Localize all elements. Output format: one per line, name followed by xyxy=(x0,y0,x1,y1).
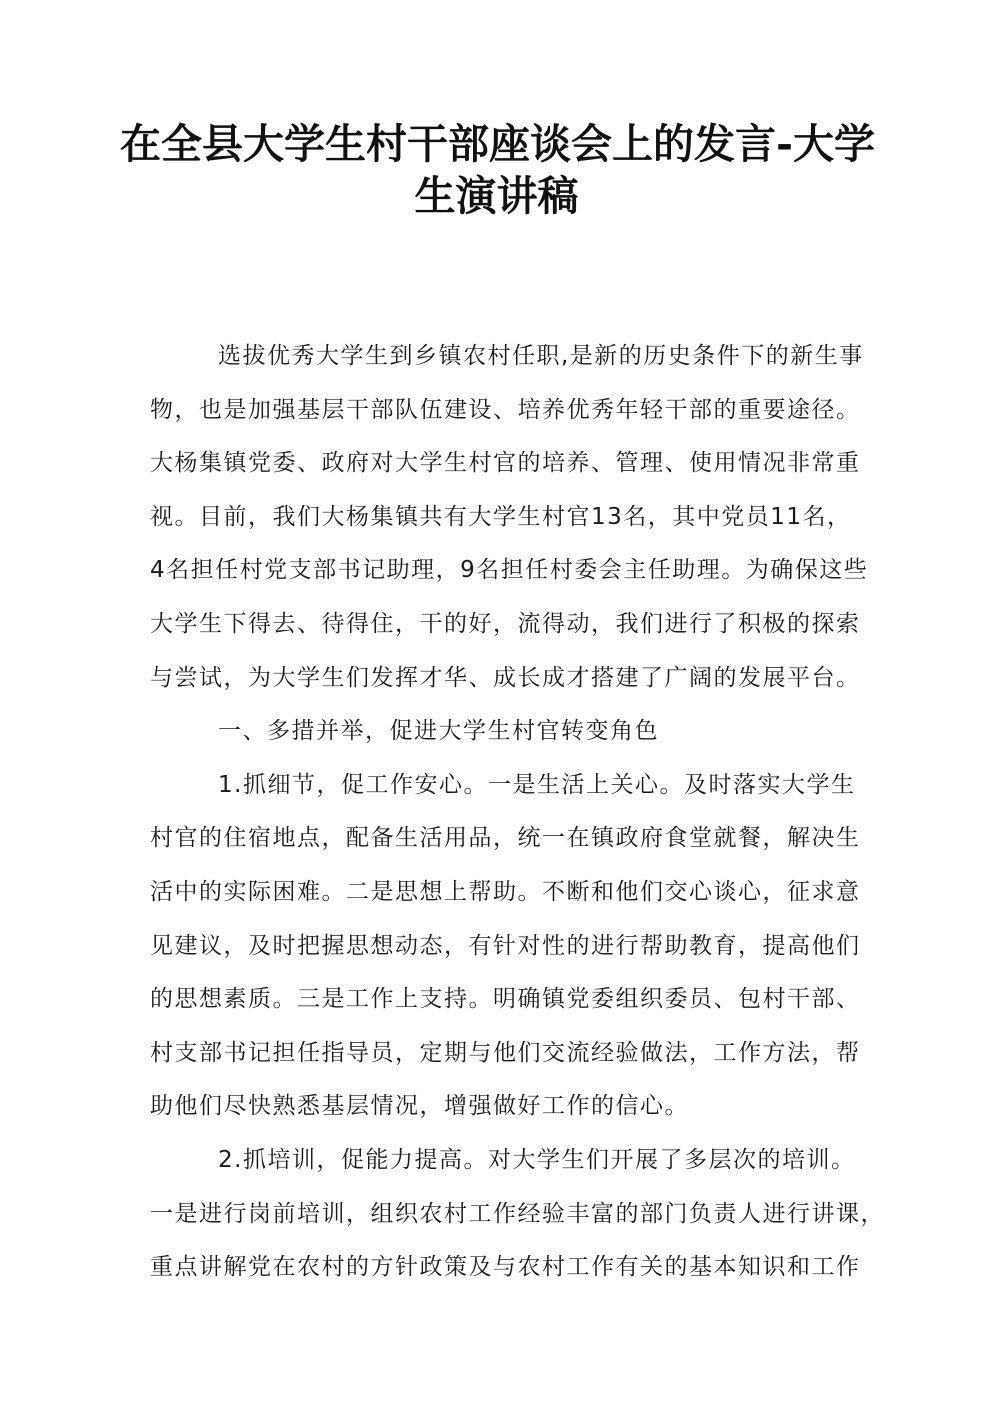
title-line: 生演讲稿 xyxy=(414,172,579,220)
body-text-line: 的思想素质。三是工作上支持。明确镇党委组织委员、包村干部、 xyxy=(150,986,861,1013)
body-text-line: 活中的实际困难。二是思想上帮助。不断和他们交心谈心，征求意 xyxy=(150,878,861,905)
document-body xyxy=(150,336,885,1301)
body-text-line: 物，也是加强基层干部队伍建设、培养优秀年轻干部的重要途径。 xyxy=(150,396,861,423)
body-text-line: 见建议，及时把握思想动态，有针对性的进行帮助教育，提高他们 xyxy=(150,932,861,959)
body-text-line: 一是进行岗前培训，组织农村工作经验丰富的部门负责人进行讲课， xyxy=(150,1200,885,1227)
body-text-line: 1.抓细节，促工作安心。一是生活上关心。及时落实大学生 xyxy=(218,771,856,798)
document-title xyxy=(120,118,876,222)
body-text-line: 村支部书记担任指导员，定期与他们交流经验做法，工作方法，帮 xyxy=(150,1039,861,1066)
body-text-line: 选拔优秀大学生到乡镇农村任职,是新的历史条件下的新生事 xyxy=(218,343,864,369)
body-text-line: 助他们尽快熟悉基层情况，增强做好工作的信心。 xyxy=(150,1093,689,1120)
body-text-line: 大学生下得去、待得住，干的好，流得动，我们进行了积极的探索 xyxy=(150,610,861,637)
body-text-line: 一、多措并举，促进大学生村官转变角色 xyxy=(218,718,659,745)
body-text-line: 视。目前，我们大杨集镇共有大学生村官13名，其中党员11名， xyxy=(150,503,852,530)
body-text-line: 大杨集镇党委、政府对大学生村官的培养、管理、使用情况非常重 xyxy=(150,450,861,477)
title-line: 在全县大学生村干部座谈会上的发言-大学 xyxy=(120,120,876,168)
body-text-line: 村官的住宿地点，配备生活用品，统一在镇政府食堂就餐，解决生 xyxy=(150,825,861,852)
body-text-line: 2.抓培训，促能力提高。对大学生们开展了多层次的培训。 xyxy=(218,1146,856,1173)
body-text-line: 4名担任村党支部书记助理，9名担任村委会主任助理。为确保这些 xyxy=(150,557,869,584)
body-text-line: 重点讲解党在农村的方针政策及与农村工作有关的基本知识和工作 xyxy=(150,1254,861,1281)
body-text-line: 与尝试，为大学生们发挥才华、成长成才搭建了广阔的发展平台。 xyxy=(150,664,861,691)
